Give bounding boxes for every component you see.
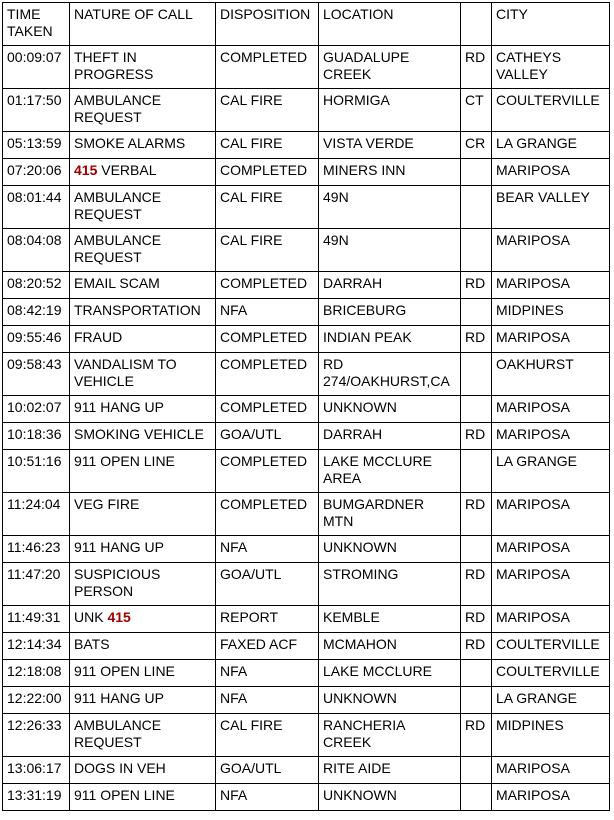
cell-time: 11:46:23 <box>3 536 70 563</box>
cell-city: LA GRANGE <box>492 687 610 714</box>
table-row <box>3 272 610 299</box>
cell-location: LAKE MCCLURE <box>319 660 461 687</box>
cell-city: LA GRANGE <box>492 450 610 493</box>
cell-location: RITE AIDE <box>319 757 461 784</box>
table-row <box>3 660 610 687</box>
nature-text: 911 HANG UP <box>74 539 164 555</box>
cell-disposition: COMPLETED <box>216 493 319 536</box>
header-suffix <box>461 3 492 46</box>
cell-city: MARIPOSA <box>492 326 610 353</box>
cell-nature <box>70 687 216 714</box>
cell-time: 11:49:31 <box>3 606 70 633</box>
table-row <box>3 536 610 563</box>
nature-text: AMBULANCE REQUEST <box>74 717 162 750</box>
cell-city: MARIPOSA <box>492 423 610 450</box>
header-time: TIME TAKEN <box>3 3 70 46</box>
cell-city: MARIPOSA <box>492 493 610 536</box>
cell-disposition: COMPLETED <box>216 396 319 423</box>
cell-location: HORMIGA <box>319 89 461 132</box>
cell-city: MARIPOSA <box>492 757 610 784</box>
cell-nature <box>70 450 216 493</box>
nature-text: DOGS IN VEH <box>74 760 166 776</box>
cell-nature <box>70 423 216 450</box>
cell-suffix: RD <box>461 633 492 660</box>
cell-nature <box>70 229 216 272</box>
cell-suffix: RD <box>461 493 492 536</box>
cell-location: BRICEBURG <box>319 299 461 326</box>
cell-suffix: RD <box>461 326 492 353</box>
nature-text: 911 HANG UP <box>74 399 164 415</box>
cell-disposition: NFA <box>216 660 319 687</box>
cell-nature <box>70 606 216 633</box>
header-nature: NATURE OF CALL <box>70 3 216 46</box>
cell-city: COULTERVILLE <box>492 660 610 687</box>
cell-location: STROMING <box>319 563 461 606</box>
cell-location: RD 274/OAKHURST,CA <box>319 353 461 396</box>
cell-location: BUMGARDNER MTN <box>319 493 461 536</box>
cell-disposition: GOA/UTL <box>216 423 319 450</box>
cell-city: OAKHURST <box>492 353 610 396</box>
cell-nature <box>70 89 216 132</box>
nature-text: 911 OPEN LINE <box>74 787 175 803</box>
cell-time: 09:58:43 <box>3 353 70 396</box>
cell-suffix: RD <box>461 272 492 299</box>
cell-location: DARRAH <box>319 272 461 299</box>
nature-text: UNK <box>74 609 104 625</box>
cell-time: 12:18:08 <box>3 660 70 687</box>
table-row <box>3 563 610 606</box>
cell-nature <box>70 396 216 423</box>
cell-location: MINERS INN <box>319 159 461 186</box>
cell-time: 11:24:04 <box>3 493 70 536</box>
nature-text: SUSPICIOUS PERSON <box>74 566 161 599</box>
cell-suffix <box>461 757 492 784</box>
cell-disposition: COMPLETED <box>216 46 319 89</box>
cell-disposition: CAL FIRE <box>216 89 319 132</box>
table-row <box>3 757 610 784</box>
cell-suffix <box>461 159 492 186</box>
header-city: CITY <box>492 3 610 46</box>
cell-suffix: RD <box>461 714 492 757</box>
cell-time: 08:01:44 <box>3 186 70 229</box>
table-row <box>3 159 610 186</box>
cell-time: 09:55:46 <box>3 326 70 353</box>
cell-suffix <box>461 353 492 396</box>
nature-text: AMBULANCE REQUEST <box>74 189 162 222</box>
cell-location: UNKNOWN <box>319 687 461 714</box>
table-row <box>3 687 610 714</box>
cell-time: 10:02:07 <box>3 396 70 423</box>
table-row <box>3 299 610 326</box>
cell-nature <box>70 326 216 353</box>
cell-suffix: CT <box>461 89 492 132</box>
cell-suffix <box>461 784 492 811</box>
cell-city: MARIPOSA <box>492 784 610 811</box>
cell-disposition: NFA <box>216 536 319 563</box>
cell-location: UNKNOWN <box>319 396 461 423</box>
cell-city: BEAR VALLEY <box>492 186 610 229</box>
cell-city: COULTERVILLE <box>492 633 610 660</box>
cell-disposition: COMPLETED <box>216 272 319 299</box>
nature-text: VANDALISM TO VEHICLE <box>74 356 177 389</box>
cell-suffix <box>461 229 492 272</box>
cell-city: MIDPINES <box>492 714 610 757</box>
cell-location: UNKNOWN <box>319 784 461 811</box>
cell-nature <box>70 536 216 563</box>
cell-location: UNKNOWN <box>319 536 461 563</box>
cell-city: MARIPOSA <box>492 396 610 423</box>
cell-city: MARIPOSA <box>492 563 610 606</box>
cell-suffix <box>461 687 492 714</box>
nature-text: VEG FIRE <box>74 496 140 512</box>
nature-text: SMOKE ALARMS <box>74 135 186 151</box>
cell-suffix <box>461 396 492 423</box>
table-row <box>3 186 610 229</box>
nature-text: AMBULANCE REQUEST <box>74 232 162 265</box>
cell-nature <box>70 272 216 299</box>
cell-city: MIDPINES <box>492 299 610 326</box>
cell-nature <box>70 757 216 784</box>
cell-disposition: COMPLETED <box>216 353 319 396</box>
cell-nature <box>70 353 216 396</box>
table-row <box>3 326 610 353</box>
cell-disposition: REPORT <box>216 606 319 633</box>
header-location: LOCATION <box>319 3 461 46</box>
header-disposition: DISPOSITION <box>216 3 319 46</box>
cell-nature <box>70 563 216 606</box>
cell-disposition: CAL FIRE <box>216 229 319 272</box>
cell-disposition: FAXED ACF <box>216 633 319 660</box>
cell-suffix: RD <box>461 563 492 606</box>
table-row <box>3 396 610 423</box>
table-row <box>3 450 610 493</box>
cell-time: 07:20:06 <box>3 159 70 186</box>
cell-disposition: COMPLETED <box>216 450 319 493</box>
cell-location: 49N <box>319 186 461 229</box>
cell-location: MCMAHON <box>319 633 461 660</box>
table-row <box>3 714 610 757</box>
cell-location: INDIAN PEAK <box>319 326 461 353</box>
cell-disposition: CAL FIRE <box>216 186 319 229</box>
cell-nature <box>70 633 216 660</box>
table-row <box>3 132 610 159</box>
cell-location: KEMBLE <box>319 606 461 633</box>
cell-suffix: RD <box>461 46 492 89</box>
cell-time: 10:51:16 <box>3 450 70 493</box>
cell-city: CATHEYS VALLEY <box>492 46 610 89</box>
cell-location: VISTA VERDE <box>319 132 461 159</box>
cell-suffix: RD <box>461 423 492 450</box>
nature-text: VERBAL <box>101 162 157 178</box>
cell-city: MARIPOSA <box>492 606 610 633</box>
nature-text: TRANSPORTATION <box>74 302 201 318</box>
table-row <box>3 784 610 811</box>
cell-city: MARIPOSA <box>492 272 610 299</box>
cell-disposition: CAL FIRE <box>216 132 319 159</box>
cell-time: 10:18:36 <box>3 423 70 450</box>
nature-code: 415 <box>107 609 131 625</box>
cell-location: RANCHERIA CREEK <box>319 714 461 757</box>
table-row <box>3 633 610 660</box>
cell-time: 11:47:20 <box>3 563 70 606</box>
table-row <box>3 353 610 396</box>
nature-text: THEFT IN PROGRESS <box>74 49 154 82</box>
cell-nature <box>70 299 216 326</box>
cell-suffix: RD <box>461 606 492 633</box>
cell-time: 08:04:08 <box>3 229 70 272</box>
cell-city: COULTERVILLE <box>492 89 610 132</box>
nature-text: FRAUD <box>74 329 123 345</box>
cell-time: 12:22:00 <box>3 687 70 714</box>
nature-text: 911 HANG UP <box>74 690 164 706</box>
cell-nature <box>70 186 216 229</box>
table-row <box>3 606 610 633</box>
cell-disposition: NFA <box>216 299 319 326</box>
cell-location: LAKE MCCLURE AREA <box>319 450 461 493</box>
cell-city: MARIPOSA <box>492 229 610 272</box>
cell-nature <box>70 784 216 811</box>
cell-time: 08:20:52 <box>3 272 70 299</box>
nature-text: BATS <box>74 636 110 652</box>
cell-nature <box>70 46 216 89</box>
cell-suffix: CR <box>461 132 492 159</box>
table-row <box>3 46 610 89</box>
cell-time: 13:06:17 <box>3 757 70 784</box>
cell-disposition: NFA <box>216 687 319 714</box>
cell-time: 05:13:59 <box>3 132 70 159</box>
nature-code: 415 <box>74 162 98 178</box>
cell-disposition: CAL FIRE <box>216 714 319 757</box>
cell-nature <box>70 493 216 536</box>
nature-text: 911 OPEN LINE <box>74 663 175 679</box>
table-row <box>3 493 610 536</box>
cell-disposition: GOA/UTL <box>216 757 319 784</box>
cell-disposition: NFA <box>216 784 319 811</box>
cell-time: 08:42:19 <box>3 299 70 326</box>
table-row <box>3 423 610 450</box>
cell-location: DARRAH <box>319 423 461 450</box>
nature-text: SMOKING VEHICLE <box>74 426 204 442</box>
nature-text: 911 OPEN LINE <box>74 453 175 469</box>
cell-location: GUADALUPE CREEK <box>319 46 461 89</box>
table-row <box>3 89 610 132</box>
call-log-table <box>2 2 610 811</box>
cell-disposition: COMPLETED <box>216 159 319 186</box>
cell-time: 12:26:33 <box>3 714 70 757</box>
cell-city: MARIPOSA <box>492 536 610 563</box>
cell-suffix <box>461 299 492 326</box>
cell-time: 00:09:07 <box>3 46 70 89</box>
cell-disposition: GOA/UTL <box>216 563 319 606</box>
cell-suffix <box>461 660 492 687</box>
nature-text: EMAIL SCAM <box>74 275 160 291</box>
cell-nature <box>70 132 216 159</box>
cell-suffix <box>461 536 492 563</box>
cell-nature <box>70 714 216 757</box>
cell-suffix <box>461 450 492 493</box>
cell-time: 13:31:19 <box>3 784 70 811</box>
header-row <box>3 3 610 46</box>
cell-location: 49N <box>319 229 461 272</box>
nature-text: AMBULANCE REQUEST <box>74 92 162 125</box>
cell-time: 12:14:34 <box>3 633 70 660</box>
cell-city: MARIPOSA <box>492 159 610 186</box>
cell-city: LA GRANGE <box>492 132 610 159</box>
cell-nature <box>70 159 216 186</box>
table-row <box>3 229 610 272</box>
cell-disposition: COMPLETED <box>216 326 319 353</box>
cell-time: 01:17:50 <box>3 89 70 132</box>
cell-nature <box>70 660 216 687</box>
cell-suffix <box>461 186 492 229</box>
